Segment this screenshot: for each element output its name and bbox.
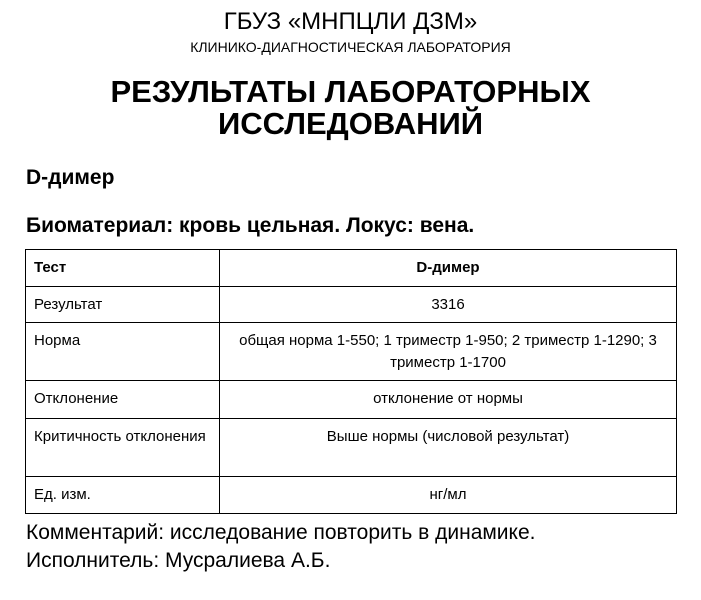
table-cell-value: общая норма 1-550; 1 триместр 1-950; 2 триместр 1-1290; 3 триместр 1-1700 [220, 323, 677, 381]
table-cell-label: Отклонение [26, 381, 220, 419]
table-cell-label: Тест [26, 250, 220, 287]
results-table [25, 249, 677, 514]
document-title-line-1: РЕЗУЛЬТАТЫ ЛАБОРАТОРНЫХ [110, 74, 591, 109]
biomaterial-line: Биоматериал: кровь цельная. Локус: вена. [26, 214, 475, 237]
table-cell-value: D-димер [220, 250, 677, 287]
table-cell-value: нг/мл [220, 477, 677, 514]
table-cell-value: отклонение от нормы [220, 381, 677, 419]
table-row-result [26, 287, 677, 323]
executor-line: Исполнитель: Мусралиева А.Б. [26, 549, 331, 572]
table-row-units [26, 477, 677, 514]
table-row-norm [26, 323, 677, 381]
table-row-test [26, 250, 677, 287]
laboratory-name: КЛИНИКО-ДИАГНОСТИЧЕСКАЯ ЛАБОРАТОРИЯ [190, 39, 511, 55]
table-cell-label: Результат [26, 287, 220, 323]
table-cell-value: 3316 [220, 287, 677, 323]
document-title-line-2: ИССЛЕДОВАНИЙ [217, 106, 484, 141]
table-row-deviation [26, 381, 677, 419]
organization-name: ГБУЗ «МНПЦЛИ ДЗМ» [223, 8, 478, 35]
table-cell-label: Ед. изм. [26, 477, 220, 514]
table-cell-label: Норма [26, 323, 220, 381]
table-cell-value: Выше нормы (числовой результат) [220, 419, 677, 477]
test-name-heading: D-димер [26, 166, 115, 189]
table-cell-label: Критичность отклонения [26, 419, 220, 477]
document-title [0, 76, 701, 140]
comment-line: Комментарий: исследование повторить в динамике. [26, 521, 536, 544]
table-row-criticality [26, 419, 677, 477]
